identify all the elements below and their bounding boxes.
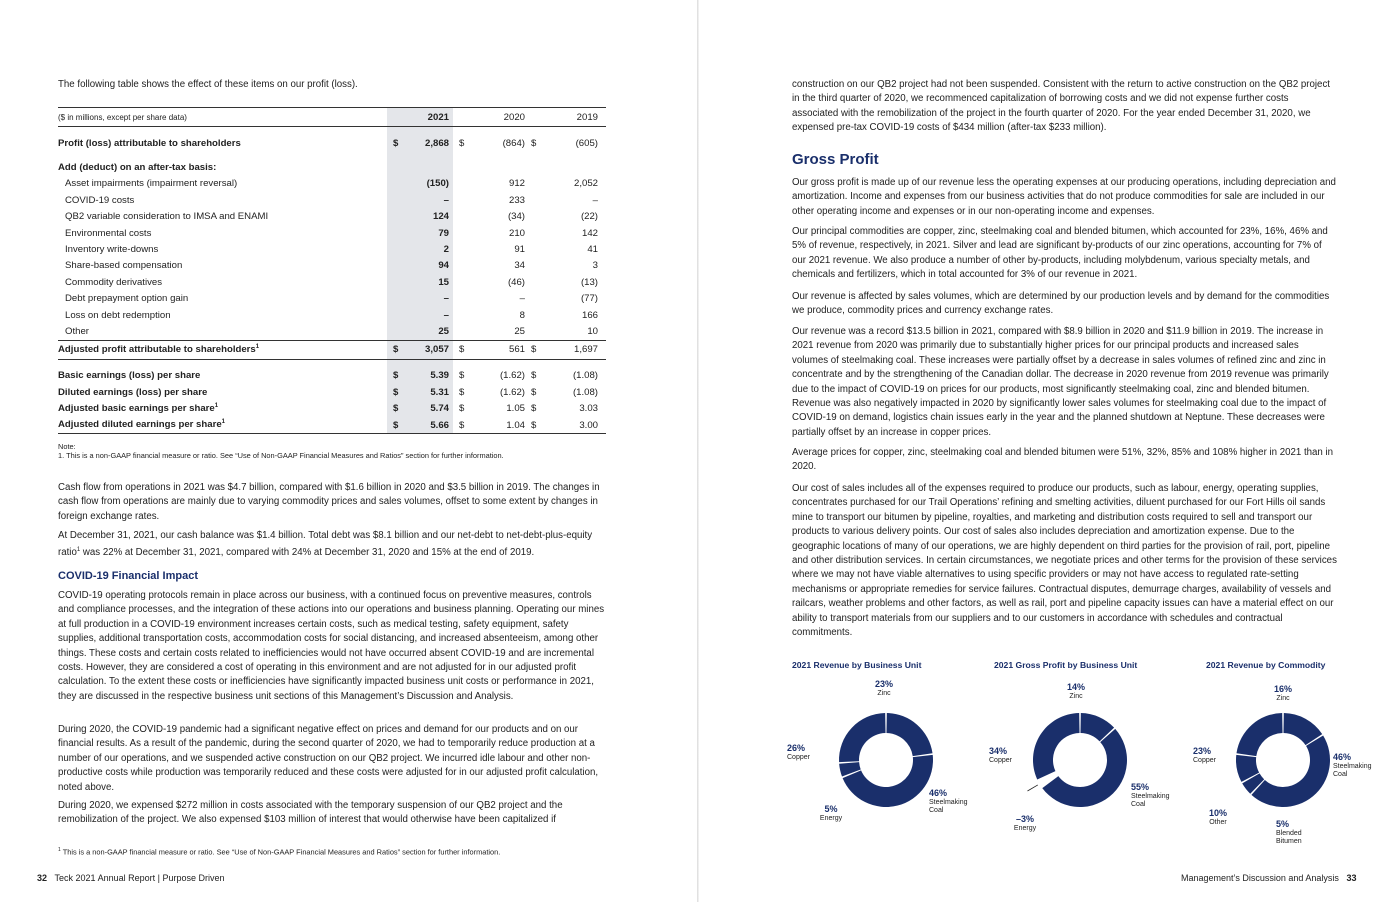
paragraph-qb2-continued: construction on our QB2 project had not been suspended. Consistent with the return to active construction on the QB2 project in the third quarter of 2020, we recommenced capitalization of borrowing costs and we did not expense further costs associated with the remobilization of the project in the fourth quarter of 2020. For the year ended December 31, 2020, we expensed pre-tax COVID-19 costs of $434 million (after-tax $233 million). — [792, 79, 1330, 134]
right-page — [699, 0, 1395, 902]
paragraph-qb2-costs: During 2020, we expensed $272 million in costs associated with the temporary suspension of our QB2 project and the remobilization of the project. We also expensed $103 million of interest that would otherwise have been capitalized if — [58, 800, 563, 826]
table-row-eps: Basic earnings (loss) per share $ 5.39 $ (1.62) $ (1.08) — [58, 368, 606, 384]
page-number: 32 — [37, 873, 48, 883]
paragraph-commodities: Our principal commodities are copper, zinc, steelmaking coal and blended bitumen, which accounted for 23%, 16%, 46% and 5% of revenue, respectively, in 2021. Silver and lead are significant by-products of our zinc operations, accounting for 7% of our 2021 revenue. We also produce a number of other by-products, including molybdenum, various specialty metals, and chemicals and fertilizers, which in total accounted for 3% of our revenue in 2021. — [792, 226, 1328, 281]
page-footer-left — [37, 873, 224, 883]
donut-label-name: Bitumen — [1276, 838, 1302, 845]
donut-slice-zinc — [886, 713, 932, 756]
donut-label-name: Steelmaking — [1131, 793, 1170, 800]
paragraph-revenue: Our revenue was a record $13.5 billion in 2021, compared with $8.9 billion in 2020 and $11.9 billion in 2019. The increase in 2021 revenue from 2020 was primarily due to substantially higher prices for our principal products and increased sales volumes of steelmaking coal. These increases were partially offset by a decrease in sales volumes of refined zinc and zinc in concentrate and by the strengthening of the Canadian dollar. The decrease in 2020 revenue from 2019 revenue was primarily due to the impact of COVID-19 on prices for our products, most significantly steelmaking coal, zinc and blended bitumen. Revenue was also negatively impacted in 2020 by significantly lower sales volumes for steelmaking coal due to the impact of COVID-19 on demand, logistics chain issues early in the year and the planned shutdown at Neptune. These decreases were partially offset by an increase in copper prices. — [792, 326, 1329, 438]
page-number: 33 — [1346, 873, 1357, 883]
profit-adjustment-table — [58, 107, 606, 434]
page-footer-right — [1181, 873, 1356, 883]
donut-label-pct: 10% — [1208, 808, 1228, 818]
table-row-adjust-header: Add (deduct) on an after-tax basis: — [58, 159, 606, 175]
table-row-eps: Adjusted basic earnings per share$^1$ $ 5.74 $ 1.05 $ 3.03 — [58, 400, 606, 416]
donut-chart-gross-profit-bu — [983, 672, 1183, 852]
table-row-eps: Adjusted diluted earnings per share$^1$ $ 5.66 $ 1.04 $ 3.00 — [58, 417, 606, 434]
donut-slice-copper — [839, 713, 886, 762]
table-row: Loss on debt redemption – 8 166 — [58, 307, 606, 323]
donut-label-name: Zinc — [1276, 695, 1290, 702]
donut-label-name: Steelmaking — [1333, 763, 1372, 770]
table-row: Debt prepayment option gain – – (77) — [58, 291, 606, 307]
donut-slice-copper — [1033, 713, 1080, 779]
paragraph-cash-flow: Cash flow from operations in 2021 was $4.7 billion, compared with $1.6 billion in 2020 and $3.5 billion in 2019. The changes in cash flow from operations are mainly due to varying commodity prices and sales volumes, offset to some extent by changes in foreign exchange rates. — [58, 482, 600, 522]
chart-title-revenue-commodity: 2021 Revenue by Commodity — [1206, 660, 1326, 670]
donut-chart-revenue-commodity — [1183, 672, 1395, 852]
table-row-adjusted-profit: Adjusted profit attributable to shareholders$^1$ $ 3,057 $ 561 $ 1,697 — [58, 340, 606, 359]
donut-label-pct: 46% — [929, 788, 948, 798]
table-row: Inventory write-downs 2 91 41 — [58, 241, 606, 257]
chart-title-revenue-bu: 2021 Revenue by Business Unit — [792, 660, 922, 670]
table-row: Commodity derivatives 15 (46) (13) — [58, 274, 606, 290]
table-note-text: 1. This is a non-GAAP financial measure or ratio. See “Use of Non-GAAP Financial Measures and Ratios” section for further information. — [58, 451, 504, 460]
donut-label-pct: 16% — [1273, 684, 1293, 694]
table-note-title: Note: — [58, 442, 76, 451]
donut-label-name: Coal — [929, 807, 944, 814]
table-row: Other 25 25 10 — [58, 323, 606, 340]
donut-label-name: Copper — [1193, 757, 1216, 764]
donut-label-pct: 23% — [1193, 746, 1212, 756]
donut-label-pct: 14% — [1066, 682, 1086, 692]
donut-label-name: Copper — [787, 754, 810, 761]
donut-label-name: Steelmaking — [929, 799, 968, 806]
table-header-row — [58, 108, 606, 127]
donut-label-name: Energy — [819, 815, 843, 822]
donut-label-name: Coal — [1333, 771, 1348, 778]
donut-label-name: Blended — [1276, 830, 1302, 837]
paragraph-average-prices: Average prices for copper, zinc, steelmaking coal and blended bitumen were 51%, 32%, 85% and 108% higher in 2021 than in 2020. — [792, 447, 1334, 473]
table-row: COVID-19 costs – 233 – — [58, 192, 606, 208]
donut-label-name: Coal — [1131, 801, 1146, 808]
donut-label-pct: 5% — [824, 804, 838, 814]
donut-label-pct: 34% — [989, 746, 1008, 756]
unit-label: ($ in millions, except per share data) — [58, 108, 387, 127]
donut-label-pct: 5% — [1276, 819, 1290, 829]
chart-title-gross-profit-bu: 2021 Gross Profit by Business Unit — [994, 660, 1138, 670]
paragraph-sales-volumes: Our revenue is affected by sales volumes, which are determined by our production levels and by demand for the commodities we produce, commodity prices and currency exchange rates. — [792, 291, 1330, 317]
footer-text: Management’s Discussion and Analysis — [1181, 873, 1339, 883]
donut-slice-steelmaking-coal — [1251, 736, 1330, 807]
donut-label-pct: 46% — [1333, 752, 1352, 762]
donut-leader-line — [1027, 785, 1037, 791]
donut-label-pct: 26% — [787, 743, 806, 753]
covid-heading: COVID-19 Financial Impact — [58, 570, 198, 582]
footer-text: Teck 2021 Annual Report | Purpose Driven — [54, 873, 225, 883]
table-row: Asset impairments (impairment reversal) (150) 912 2,052 — [58, 176, 606, 192]
table-intro: The following table shows the effect of these items on our profit (loss). — [58, 79, 358, 90]
year-2019-header: 2019 — [547, 108, 606, 127]
paragraph-covid-2020: During 2020, the COVID-19 pandemic had a significant negative effect on prices and demand for our products and on our financial results. As a result of the pandemic, during the second quarter of 2020, we had to temporarily reduce production at a number of our operations, and we suspended active construction on our QB2 project. We incurred idle labour and other non-productive costs while production was temporarily reduced and these costs were adjusted for in our adjusted profit calculation, noted above. — [58, 724, 599, 793]
table-row: Environmental costs 79 210 142 — [58, 225, 606, 241]
donut-slice-copper — [1236, 713, 1282, 756]
table-row-profit: Profit (loss) attributable to shareholders $ 2,868 $ (864) $ (605) — [58, 135, 606, 151]
paragraph-gross-profit: Our gross profit is made up of our revenue less the operating expenses at our producing operations, including depreciation and amortization. Income and expenses from our business activities that do not produce commodities for sale are included in our other operating income and expenses or in our non-operating income and expenses. — [792, 177, 1336, 217]
gross-profit-heading: Gross Profit — [792, 151, 879, 168]
donut-label-name: Other — [1209, 819, 1227, 826]
paragraph-cost-of-sales: Our cost of sales includes all of the expenses required to produce our products, such as labour, energy, operating supplies, concentrates purchased for our Trail Operations’ refining and smelting activities, diluent purchased for our Fort Hills oil sands mine to transport our bitumen by pipeline, royalties, and marketing and distribution costs required to sell and transport our products to various delivery points. Our cost of sales also includes depreciation and amortization expense. Due to the geographic locations of many of our operations, we are highly dependent on third parties for the provision of rail, port, pipeline and other distribution services. In certain circumstances, we negotiate prices and other terms for the provision of these services where we may not have viable alternatives to using specific providers or may not have access to regulated rate-setting mechanisms or appropriate remedies for service failures. Contractual disputes, demurrage charges, availability of vessels and railcars, weather problems and other factors, as well as rail, port and pipeline capacity issues can have a material effect on our ability to transport materials from our suppliers and to our customers in accordance with schedules and contractual commitments. — [792, 483, 1337, 639]
year-2021-header: 2021 — [405, 108, 453, 127]
table-row: QB2 variable consideration to IMSA and ENAMI 124 (34) (22) — [58, 209, 606, 225]
table-row-eps: Diluted earnings (loss) per share $ 5.31 $ (1.62) $ (1.08) — [58, 384, 606, 400]
donut-chart-revenue-bu — [779, 672, 979, 852]
year-2020-header: 2020 — [475, 108, 525, 127]
donut-label-name: Energy — [1013, 825, 1037, 832]
paragraph-covid-protocols: COVID-19 operating protocols remain in place across our business, with a continued focus on preventive measures, controls and compliance processes, and the integration of these actions into our operations and business planning. Operating our mines at full production in a COVID-19 environment increases certain costs, such as medical testing, safety equipment, safety supplies, additional transportation costs, accommodation costs for social distancing, and increased absenteeism, among other things. These costs and certain costs related to inefficiencies would not have occurred absent COVID-19 and are incremental costs. However, they are considered a cost of operating in this environment and are not adjusted for in our adjusted profit calculation. To the extent these costs or inefficiencies have significantly impacted business unit costs or performance in 2021, they are discussed in the respective business unit sections of this Management’s Discussion and Analysis. — [58, 590, 605, 702]
page-footnote: $^1$ This is a non-GAAP financial measure or ratio. See “Use of Non-GAAP Financial Measures and Ratios” section for further information. — [58, 847, 501, 857]
donut-label-name: Copper — [989, 757, 1012, 764]
donut-label-pct: 23% — [874, 679, 894, 689]
row-label: Profit (loss) attributable to shareholders — [58, 137, 241, 149]
donut-label-pct: 55% — [1131, 782, 1150, 792]
paragraph-cash-balance: At December 31, 2021, our cash balance was $1.4 billion. Total debt was $8.1 billion and our net-debt to net-debt-plus-equity ratio$^1$ was 22% at December 31, 2021, compared with 24% at December 31, 2020 and 15% at the end of 2019. — [58, 530, 593, 559]
donut-label-pct: –3% — [1015, 814, 1035, 824]
donut-label-name: Zinc — [877, 690, 891, 697]
donut-label-name: Zinc — [1069, 693, 1083, 700]
table-row: Share-based compensation 94 34 3 — [58, 258, 606, 274]
